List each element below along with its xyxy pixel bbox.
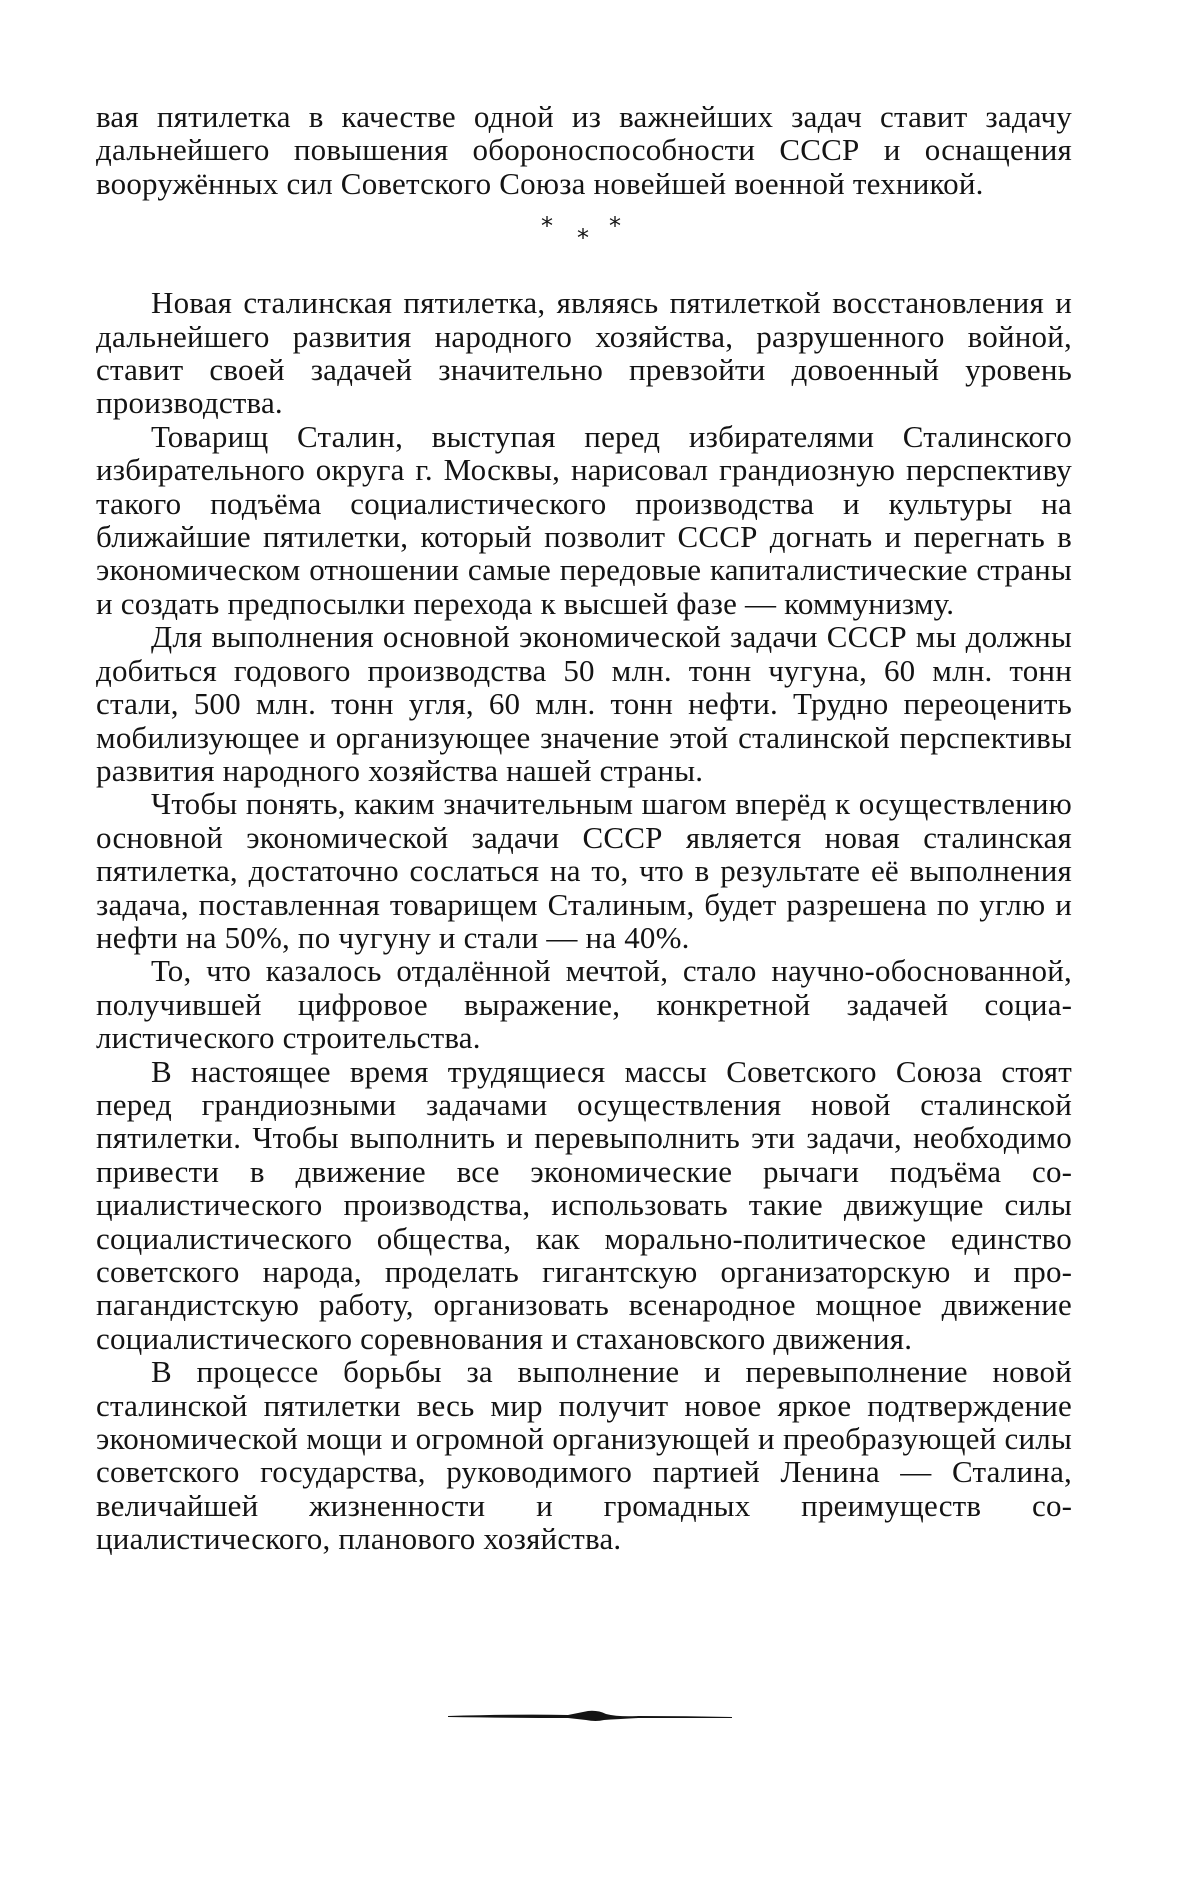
asterisk-icon: * xyxy=(541,212,554,241)
paragraph: Чтобы понять, каким значительным шагом вперёд к осуществлению основной экономической задачи СССР является новая сталинская пятилетка, достаточно сослаться на то, что в результате её выполнения задача, поставленная товарищем Сталиным, будет разрешена по углю и нефти на 50%, по чугуну и стали — на 40%. xyxy=(96,786,1072,955)
paragraph: В настоящее время трудящиеся массы Советского Союза стоят перед грандиозными задачами осуществления новой сталинской пятилетки. Чтобы выполнить и перевыполнить эти задачи, необходимо привести в движение все экономические рычаги подъёма социалистического производства, использовать такие движущие силы социалистического общества, как морально-политическое единство советского народа, проделать гигантскую организаторскую и пропагандистскую работу, организовать всенародное мощное движение социалистического соревнования и стахановского движения. xyxy=(96,1053,1072,1356)
section-separator xyxy=(96,208,1072,272)
paragraph: В процессе борьбы за выполнение и перевыполнение новой сталинской пятилетки весь мир получит новое яркое подтверждение экономической мощи и огромной организующей и преобразующей силы советского государства, руководимого партией Ленина — Сталина, величайшей жизненности и громадных преимуществ социалистического, планового хозяйства. xyxy=(96,1354,1072,1557)
paragraph: Новая сталинская пятилетка, являясь пятилеткой восстановления и дальнейшего развития народного хозяйства, разрушенного войной, ставит своей задачей значительно превзойти довоенный уровень производства. xyxy=(96,285,1072,421)
paragraph: То, что казалось отдалённой мечтой, стало научно-обоснованной, получившей цифровое выражение, конкретной задачей социалистического строительства. xyxy=(96,953,1072,1056)
asterisk-icon: * xyxy=(609,212,622,241)
paragraph: Товарищ Сталин, выступая перед избирателями Сталинского избирательного округа г. Москвы, нарисовал грандиозную перспективу такого подъёма социалистического производства и культуры на ближайшие пятилетки, который позволит СССР догнать и перегнать в экономическом отношении самые передовые капиталистические страны и создать предпосылки перехода к высшей фазе — коммунизму. xyxy=(96,418,1072,621)
document-page xyxy=(96,100,1072,1556)
opening-fragment: вая пятилетка в качестве одной из важнейших задач ставит задачу дальнейшего повышения обороноспособности СССР и оснащения вооружённых сил Советского Союза новейшей военной техникой. xyxy=(96,99,1072,201)
asterisk-icon: * xyxy=(577,224,590,253)
paragraph: Для выполнения основной экономической задачи СССР мы должны добиться годового производства 50 млн. тонн чугуна, 60 млн. тонн стали, 500 млн. тонн угля, 60 млн. тонн нефти. Трудно переоценить мобилизующее и организующее значение этой сталинской перспективы развития народного хозяйства нашей страны. xyxy=(96,619,1072,788)
end-ornament-icon xyxy=(448,1708,732,1724)
